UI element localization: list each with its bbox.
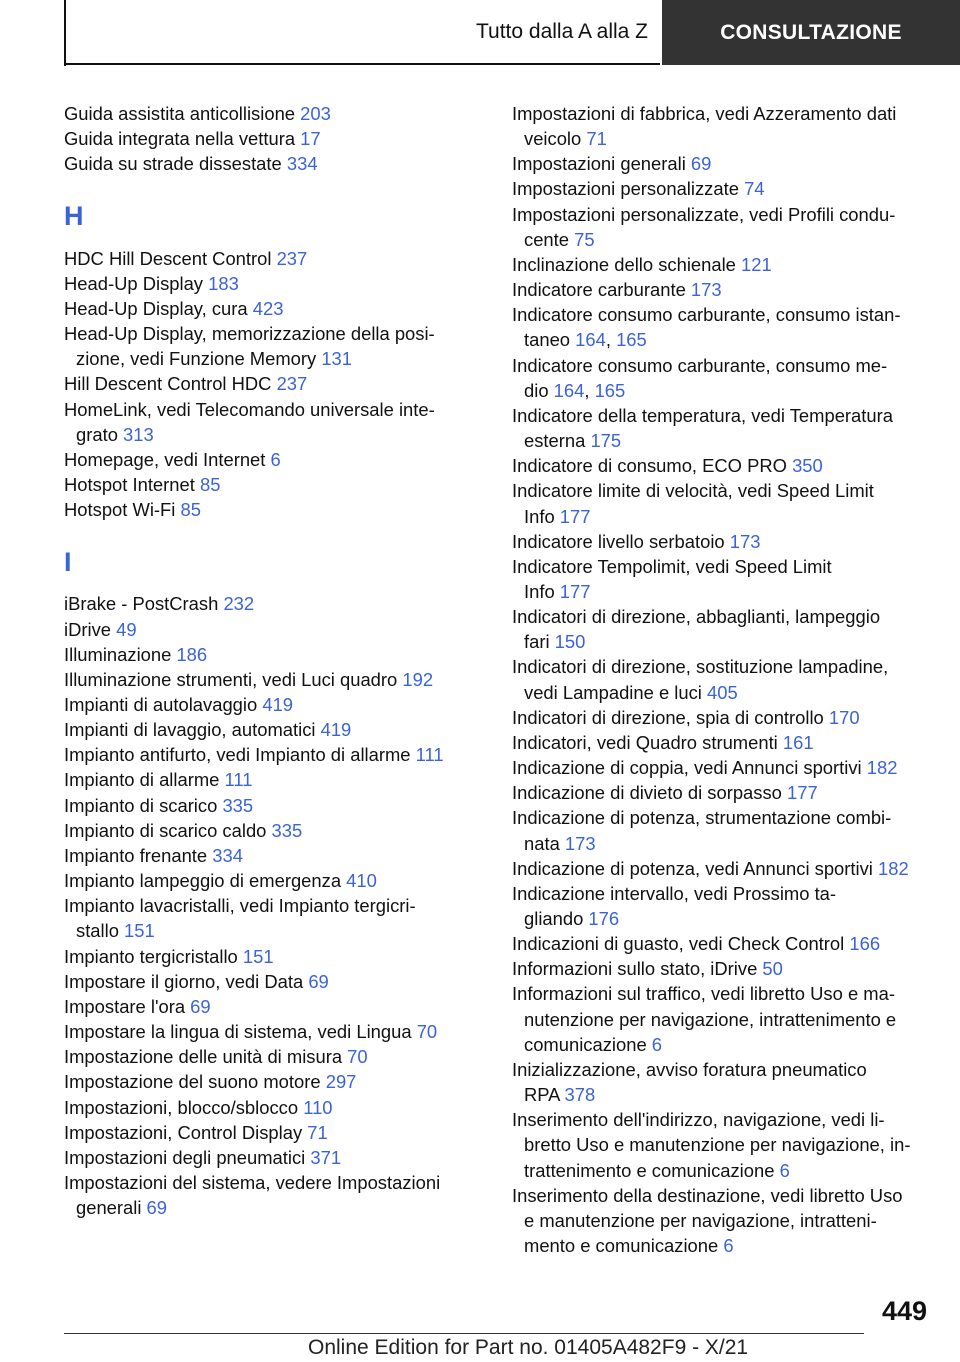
index-letter-heading: I (64, 546, 72, 577)
index-entry (64, 893, 504, 943)
index-entry (512, 252, 952, 277)
index-entry-text: nutenzione per navigazione, intrattenimento e (524, 1008, 897, 1030)
page-reference-link[interactable]: 110 (303, 1096, 333, 1118)
index-entry-text: Inserimento della destinazione, vedi libretto Uso (512, 1184, 903, 1206)
index-entry (512, 478, 952, 528)
page-reference-link[interactable]: 111 (415, 744, 444, 766)
index-entry-text: Indicatori di direzione, abbaglianti, lampeggio (512, 606, 881, 628)
index-entry-text: Inserimento dell'indirizzo, navigazione, vedi li- (512, 1109, 885, 1131)
index-entry-text: Inclinazione dello schienale (512, 253, 742, 275)
page-reference-link[interactable]: 69 (146, 1197, 168, 1219)
index-entry-text: iBrake - PostCrash (64, 593, 224, 615)
page-number: 449 (881, 1296, 927, 1326)
index-entry-text: vedi Lampadine e luci (524, 681, 707, 703)
index-entry-text: Impianti di autolavaggio (64, 694, 263, 715)
letter-spacer (64, 176, 504, 189)
index-entry (64, 994, 504, 1019)
page-reference-link[interactable]: 6 (723, 1235, 734, 1257)
index-entry-text: Illuminazione (64, 643, 177, 665)
page-reference-link[interactable]: 177 (787, 782, 818, 804)
index-entry (64, 321, 504, 371)
page-reference-link[interactable]: 50 (762, 958, 783, 980)
index-entry (512, 981, 952, 1056)
index-entry-text: Indicazione di divieto di sorpasso (512, 782, 787, 804)
footer-edition: Online Edition for Part no. 01405A482F9 - X/21 (308, 1336, 749, 1359)
letter-spacer (64, 522, 504, 535)
index-entry-text: nata (524, 832, 565, 854)
index-entry-text: Hotspot Internet (64, 473, 200, 495)
index-entry (64, 447, 504, 472)
index-entry-text: fari (524, 631, 555, 653)
index-entry-text: Impianto frenante (64, 844, 213, 866)
index-entry-text: Impianto di scarico (64, 794, 223, 816)
page-reference-link[interactable]: 49 (116, 618, 137, 640)
index-entry: Indicatore consumo carburante, consumo me- dio 164, 165 (512, 354, 888, 401)
page-reference-link[interactable]: 410 (346, 870, 377, 892)
index-entry-text: Impianti di lavaggio, automatici (64, 719, 321, 741)
page-reference-link[interactable]: 69 (190, 995, 211, 1017)
index-column-left (64, 101, 504, 1220)
index-entry-text: Informazioni sul traffico, vedi libretto Uso e ma- (512, 983, 895, 1005)
page-reference-link[interactable]: 419 (320, 719, 352, 741)
index-entry (64, 642, 504, 667)
chapter-tab: CONSULTAZIONE (662, 0, 960, 65)
index-entry (64, 497, 504, 522)
page-reference-link[interactable]: 182 (866, 757, 898, 779)
index-entry-text: Indicazione di potenza, strumentazione combi- (512, 807, 892, 829)
index-entry (512, 856, 952, 881)
index-entry (512, 604, 952, 654)
index-entry-text: Impostare il giorno, vedi Data (64, 970, 309, 992)
index-entry-text: Indicazione di potenza, vedi Annunci sportivi (512, 857, 878, 879)
index-entry-text: Impostazioni, blocco/sblocco (64, 1096, 304, 1118)
index-entry-text: Informazioni sullo stato, iDrive (512, 958, 763, 980)
index-entry-text: Impianto lavacristalli, vedi Impianto tergicri- (64, 895, 416, 917)
index-entry-text: Impianto antifurto, vedi Impianto di allarme (64, 744, 416, 766)
index-entry (64, 667, 504, 692)
index-entry-text: Impostare l'ora (64, 995, 191, 1017)
index-entry-text: Impianto lampeggio di emergenza (64, 870, 347, 892)
index-entry (64, 1095, 504, 1120)
index-entry (512, 554, 952, 604)
index-entry-text: Indicatori di direzione, spia di controllo (512, 706, 829, 728)
index-entry-text: Impostare la lingua di sistema, vedi Lingua (64, 1021, 417, 1043)
index-entry-text: taneo (524, 329, 576, 351)
index-entry (512, 403, 952, 453)
page-reference-link[interactable]: 334 (212, 844, 243, 866)
index-entry-text: Impostazioni del sistema, vedere Impostazioni (64, 1171, 441, 1193)
index-entry (64, 151, 504, 176)
index-entry (64, 296, 504, 321)
index-entry (64, 1145, 504, 1170)
index-entry-text: Indicatore Tempolimit, vedi Speed Limit (512, 555, 832, 577)
page-reference-link[interactable]: 203 (300, 103, 331, 124)
index-entry (64, 843, 504, 868)
page-reference-link[interactable]: 165 (616, 329, 647, 351)
index-entry-text: Impostazioni, Control Display (64, 1121, 308, 1143)
index-entry-text: stallo (76, 920, 125, 942)
index-entry (64, 717, 504, 742)
index-entry-text: esterna (524, 430, 591, 452)
index-entry (64, 1120, 504, 1145)
index-entry-text: Indicatore consumo carburante, consumo istan- (512, 304, 901, 326)
page-reference-link[interactable]: 419 (262, 694, 294, 715)
index-entry (64, 1069, 504, 1094)
index-entry-text: bretto Uso e manutenzione per navigazione, in- (524, 1134, 911, 1156)
index-entry (64, 617, 504, 642)
page-reference-link[interactable]: 85 (180, 499, 201, 521)
page-reference-link[interactable]: 121 (741, 253, 772, 275)
index-entry-text: Illuminazione strumenti, vedi Luci quadro (64, 668, 403, 690)
index-entry (512, 705, 952, 730)
index-entry-text: Hill Descent Control HDC (64, 373, 277, 395)
index-entry (64, 742, 504, 767)
index-entry (64, 1170, 504, 1220)
page-reference-link[interactable]: 173 (729, 530, 761, 552)
page-reference-link[interactable]: 69 (308, 970, 329, 992)
index-entry-text: Hotspot Wi-Fi (64, 499, 181, 521)
page-reference-link[interactable]: 74 (744, 178, 765, 200)
index-entry (512, 151, 952, 176)
index-entry-text: Homepage, vedi Internet (64, 448, 271, 470)
page-reference-link[interactable]: 313 (123, 423, 154, 445)
index-entry-text: Indicazione di coppia, vedi Annunci sportivi (512, 757, 867, 779)
page-reference-link[interactable]: 131 (321, 348, 353, 370)
page-reference-link[interactable]: 173 (690, 279, 722, 301)
index-entry (64, 472, 504, 497)
page-reference-link[interactable]: 6 (779, 1159, 790, 1181)
index-entry-text: Impostazione del suono motore (64, 1071, 326, 1093)
page-reference-link[interactable]: 334 (286, 153, 318, 175)
index-entry-text: Guida su strade dissestate (64, 153, 287, 175)
page-reference-link[interactable]: 176 (588, 908, 620, 929)
index-entry (512, 1107, 952, 1182)
page-reference-link[interactable]: 237 (276, 373, 308, 395)
page-reference-link[interactable]: 297 (325, 1071, 357, 1093)
index-entry-text: Impostazioni generali (512, 153, 691, 175)
index-entry (64, 1044, 504, 1069)
index-entry (512, 730, 952, 755)
page-reference-link[interactable]: 17 (300, 128, 321, 150)
index-entry (64, 271, 504, 296)
index-entry-text: e manutenzione per navigazione, intratteni- (524, 1209, 877, 1231)
index-entry (512, 805, 952, 855)
page-reference-link[interactable]: 177 (559, 580, 591, 602)
page-reference-link[interactable]: 111 (224, 769, 253, 791)
index-entry-text: comunicazione (524, 1033, 652, 1055)
index-entry-text: Guida assistita anticollisione (64, 103, 301, 124)
index-entry-text: Inizializzazione, avviso foratura pneumatico (512, 1058, 867, 1080)
page-reference-link[interactable]: 85 (199, 473, 221, 495)
index-entry (512, 931, 952, 956)
index-entry (64, 818, 504, 843)
page-reference-link[interactable]: 237 (276, 247, 308, 269)
page-reference-link[interactable]: 335 (271, 819, 303, 841)
page-reference-link[interactable]: 350 (792, 455, 823, 477)
index-entry-text: Indicatore di consumo, ECO PRO (512, 455, 793, 477)
index-entry-text: HDC Hill Descent Control (64, 247, 277, 269)
index-entry-text: zione, vedi Funzione Memory (76, 348, 322, 370)
page-reference-link[interactable]: 150 (554, 631, 586, 653)
page-reference-link[interactable]: 182 (878, 857, 909, 879)
page-reference-link[interactable]: 378 (564, 1084, 596, 1106)
index-entry-text: dio (524, 379, 554, 401)
index-entry (64, 944, 504, 969)
index-entry-text: Indicazioni di guasto, vedi Check Control (512, 933, 850, 955)
footer-rule (64, 1333, 864, 1334)
index-entry-text: Indicatore della temperatura, vedi Temperatura (512, 404, 893, 426)
page-reference-link[interactable]: 164 (575, 329, 606, 351)
page-reference-link[interactable]: 6 (651, 1033, 663, 1055)
page-reference-link[interactable]: 161 (782, 731, 814, 753)
index-entry (64, 793, 504, 818)
page-reference-link[interactable]: 164 (553, 379, 585, 401)
index-entry (64, 397, 504, 447)
index-entry-text: Indicatori di direzione, sostituzione lampadine, (512, 656, 889, 678)
index-entry (512, 176, 952, 201)
index-letter-heading: H (64, 200, 84, 231)
index-column-right (512, 101, 952, 1258)
index-entry-text: HomeLink, vedi Telecomando universale inte- (64, 398, 435, 420)
index-entry (512, 755, 952, 780)
index-entry-text: Indicatori, vedi Quadro strumenti (512, 731, 783, 753)
index-entry-text: Indicatore consumo carburante, consumo me- (512, 354, 888, 376)
index-entry-text: Indicazione intervallo, vedi Prossimo ta- (512, 882, 837, 904)
index-entry (64, 126, 504, 151)
page-reference-link[interactable]: 232 (223, 593, 255, 615)
page-reference-link[interactable]: 186 (176, 643, 208, 665)
page-reference-link[interactable]: 151 (242, 945, 274, 967)
page-reference-link[interactable]: 165 (594, 379, 626, 401)
index-entry (512, 956, 952, 981)
index-entry-text: Impostazioni personalizzate, vedi Profili condu- (512, 203, 896, 225)
index-entry (64, 246, 504, 271)
index-entry (64, 371, 504, 396)
index-entry-text: Impostazione delle unità di misura (64, 1046, 348, 1068)
header-rule-bottom (64, 63, 660, 65)
index-entry (512, 453, 952, 478)
page-reference-link[interactable]: 69 (690, 153, 712, 175)
index-entry-text: grato (76, 423, 124, 445)
page-reference-link[interactable]: 371 (310, 1146, 342, 1168)
page-reference-link[interactable]: 70 (416, 1021, 438, 1043)
page-reference-link[interactable]: 71 (586, 128, 607, 150)
index-entry (512, 529, 952, 554)
page-reference-link[interactable]: 183 (208, 272, 239, 294)
index-entry-text: Indicatore livello serbatoio (512, 530, 730, 552)
index-entry-text: RPA (524, 1084, 565, 1106)
index-entry-text: Impostazioni personalizzate (512, 178, 745, 200)
index-entry-text: Head-Up Display (64, 272, 209, 294)
page-reference-link[interactable]: 335 (222, 794, 254, 816)
index-entry-text: Impianto di scarico caldo (64, 819, 272, 841)
index-entry-text: Info (524, 580, 560, 602)
index-entry (512, 1057, 952, 1107)
index-entry (512, 881, 952, 931)
index-entry-text: mento e comunicazione (524, 1235, 724, 1257)
index-entry-text: Head-Up Display, memorizzazione della posi- (64, 323, 435, 345)
page-header (64, 0, 960, 66)
index-entry-text: gliando (524, 908, 589, 929)
index-entry-text: Impianto di allarme (64, 769, 225, 791)
page-reference-link[interactable]: 71 (307, 1121, 328, 1143)
index-entry (512, 654, 952, 704)
index-entry (64, 1019, 504, 1044)
index-entry (64, 868, 504, 893)
index-entry (64, 101, 504, 126)
index-entry-text: iDrive (64, 618, 117, 640)
page-reference-link[interactable]: 192 (402, 668, 434, 690)
page-reference-link[interactable]: 405 (707, 681, 738, 703)
index-entry (512, 101, 952, 151)
index-entry (512, 277, 952, 302)
page-reference-link[interactable]: 175 (590, 430, 622, 452)
index-entry-text: Impostazioni degli pneumatici (64, 1146, 311, 1168)
page-reference-link[interactable]: 166 (849, 933, 881, 955)
page-reference-link[interactable]: 6 (270, 448, 281, 470)
index-entry-text: Impianto tergicristallo (64, 945, 243, 967)
index-entry-text: generali (76, 1197, 147, 1219)
index-entry-text: cente (524, 228, 575, 250)
index-entry-text: trattenimento e comunicazione (524, 1159, 780, 1181)
page-reference-link[interactable]: 173 (564, 832, 596, 854)
index-entry-text: Indicatore carburante (512, 279, 691, 301)
index-entry-text: Head-Up Display, cura (64, 297, 253, 319)
index-entry-text: Impostazioni di fabbrica, vedi Azzeramento dati (512, 103, 897, 124)
index-entry-text: Indicatore limite di velocità, vedi Speed Limit (512, 480, 874, 502)
page-reference-link[interactable]: 75 (574, 228, 595, 250)
page-reference-link[interactable]: 177 (559, 505, 591, 527)
index-entry (64, 767, 504, 792)
index-entry (512, 202, 952, 252)
page-reference-link[interactable]: 70 (347, 1046, 368, 1068)
page-reference-link[interactable]: 170 (828, 706, 860, 728)
index-entry-text: veicolo (524, 128, 587, 150)
index-entry (64, 969, 504, 994)
index-entry (64, 591, 504, 616)
index-entry-text: Info (524, 505, 560, 527)
index-entry (512, 1183, 952, 1258)
index-entry (64, 692, 504, 717)
index-entry-text: Guida integrata nella vettura (64, 128, 301, 150)
page-reference-link[interactable]: 151 (124, 920, 155, 942)
index-entry (512, 780, 952, 805)
section-title: Tutto dalla A alla Z (476, 19, 648, 43)
index-entry: Indicatore consumo carburante, consumo istan- taneo 164, 165 (512, 304, 901, 351)
page-reference-link[interactable]: 423 (252, 297, 284, 319)
